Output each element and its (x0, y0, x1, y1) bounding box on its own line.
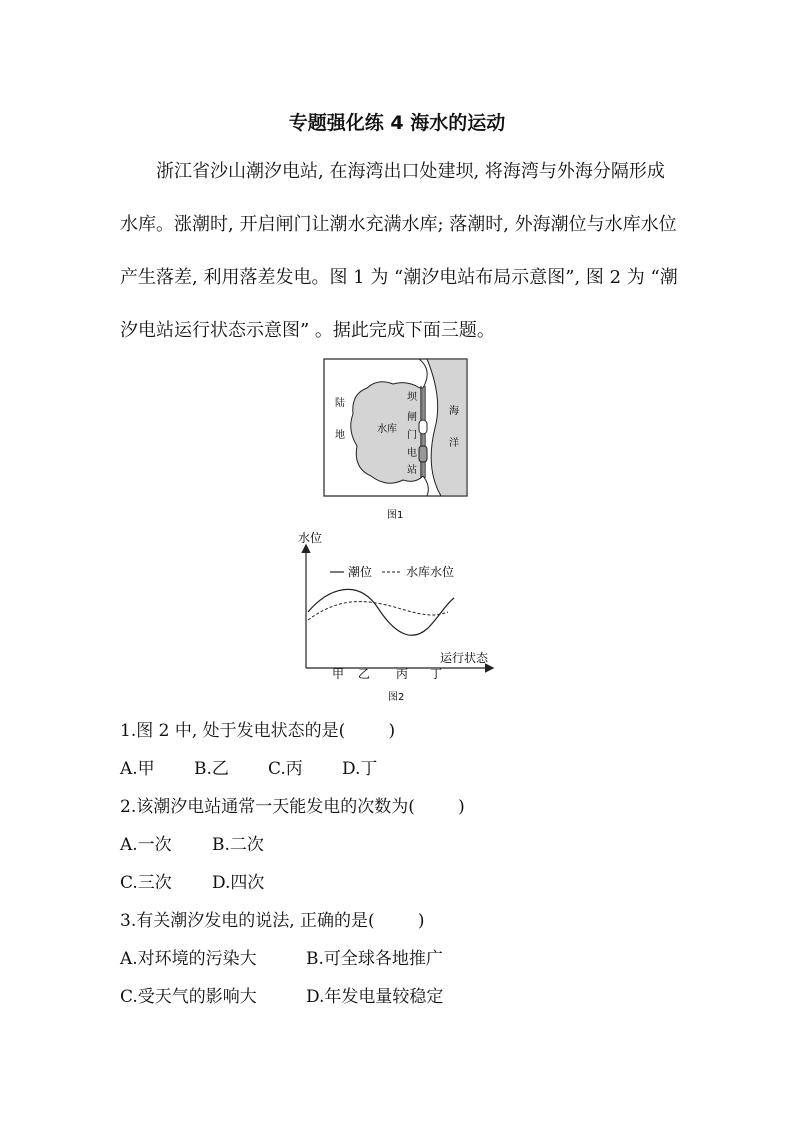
reservoir-level-curve (308, 602, 448, 620)
q2-option-c: C.三次 (120, 873, 172, 893)
fig1-land-label-2: 地 (335, 430, 345, 441)
q3-option-a: A.对环境的污染大 (120, 949, 257, 969)
legend-reservoir: 水库水位 (406, 565, 455, 579)
q1-option-c: C.丙 (268, 759, 303, 779)
fig1-land-label-1: 陆 (335, 398, 345, 409)
question-1-stem: 1.图 2 中, 处于发电状态的是( ) (120, 721, 396, 741)
tide-level-curve (308, 589, 454, 635)
fig1-dam-label-3: 门 (407, 430, 417, 441)
intro-paragraph (120, 145, 680, 357)
fig1-ocean-label-1: 海 (449, 406, 459, 417)
question-2-options-row1 (120, 830, 264, 855)
q1-option-d: D.丁 (342, 759, 378, 779)
tick-jia: 甲 (332, 667, 345, 681)
q3-option-b: B.可全球各地推广 (306, 949, 443, 969)
fig1-ocean-label-2: 洋 (449, 438, 459, 449)
page-title: 专题强化练 4 海水的运动 (288, 112, 506, 134)
question-2-options-row2 (120, 868, 264, 893)
q2-option-b: B.二次 (212, 835, 264, 855)
fig1-dam-label-2: 闸 (407, 412, 417, 423)
fig1-dam-label-1: 坝 (407, 392, 417, 403)
question-2-stem: 2.该潮汐电站通常一天能发电的次数为( ) (120, 797, 465, 817)
tick-yi: 乙 (358, 667, 371, 681)
question-3-options-row1 (120, 944, 443, 969)
q2-option-a: A.一次 (120, 835, 172, 855)
fig1-dam-label-4: 电 (407, 448, 417, 459)
x-axis-label: 运行状态 (440, 651, 489, 665)
q1-option-b: B.乙 (194, 759, 229, 779)
power-station-icon (419, 446, 427, 462)
y-axis-label: 水位 (298, 531, 323, 545)
tick-bing: 丙 (396, 667, 409, 681)
fig1-caption: 图1 (387, 510, 404, 521)
q1-option-a: A.甲 (120, 759, 155, 779)
legend-tide: 潮位 (348, 565, 373, 579)
fig2-caption: 图2 (388, 692, 405, 703)
fig1-dam-label-5: 站 (407, 465, 417, 476)
figure-2-operation-status (288, 528, 508, 706)
q3-option-d: D.年发电量较稳定 (306, 987, 444, 1007)
question-1-options (120, 754, 377, 779)
question-3-options-row2 (120, 982, 443, 1007)
fig1-reservoir-label: 水库 (377, 424, 397, 435)
intro-text: 浙江省沙山潮汐电站, 在海湾出口处建坝, 将海湾与外海分隔形成水库。涨潮时, 开启闸门让潮水充满水库; 落潮时, 外海潮位与水库水位产生落差, 利用落差发电。图 1 为 “潮汐电站布局示意图”, 图 2 为 “潮汐电站运行状态示意图” 。据此完成下面三题。 (120, 161, 678, 341)
question-3-stem: 3.有关潮汐发电的说法, 正确的是( ) (120, 911, 425, 931)
tick-ding: 丁 (430, 667, 443, 681)
figure-1-tidal-station-layout (323, 358, 473, 526)
sluice-gate-icon (419, 420, 427, 434)
q3-option-c: C.受天气的影响大 (120, 987, 257, 1007)
q2-option-d: D.四次 (212, 873, 265, 893)
